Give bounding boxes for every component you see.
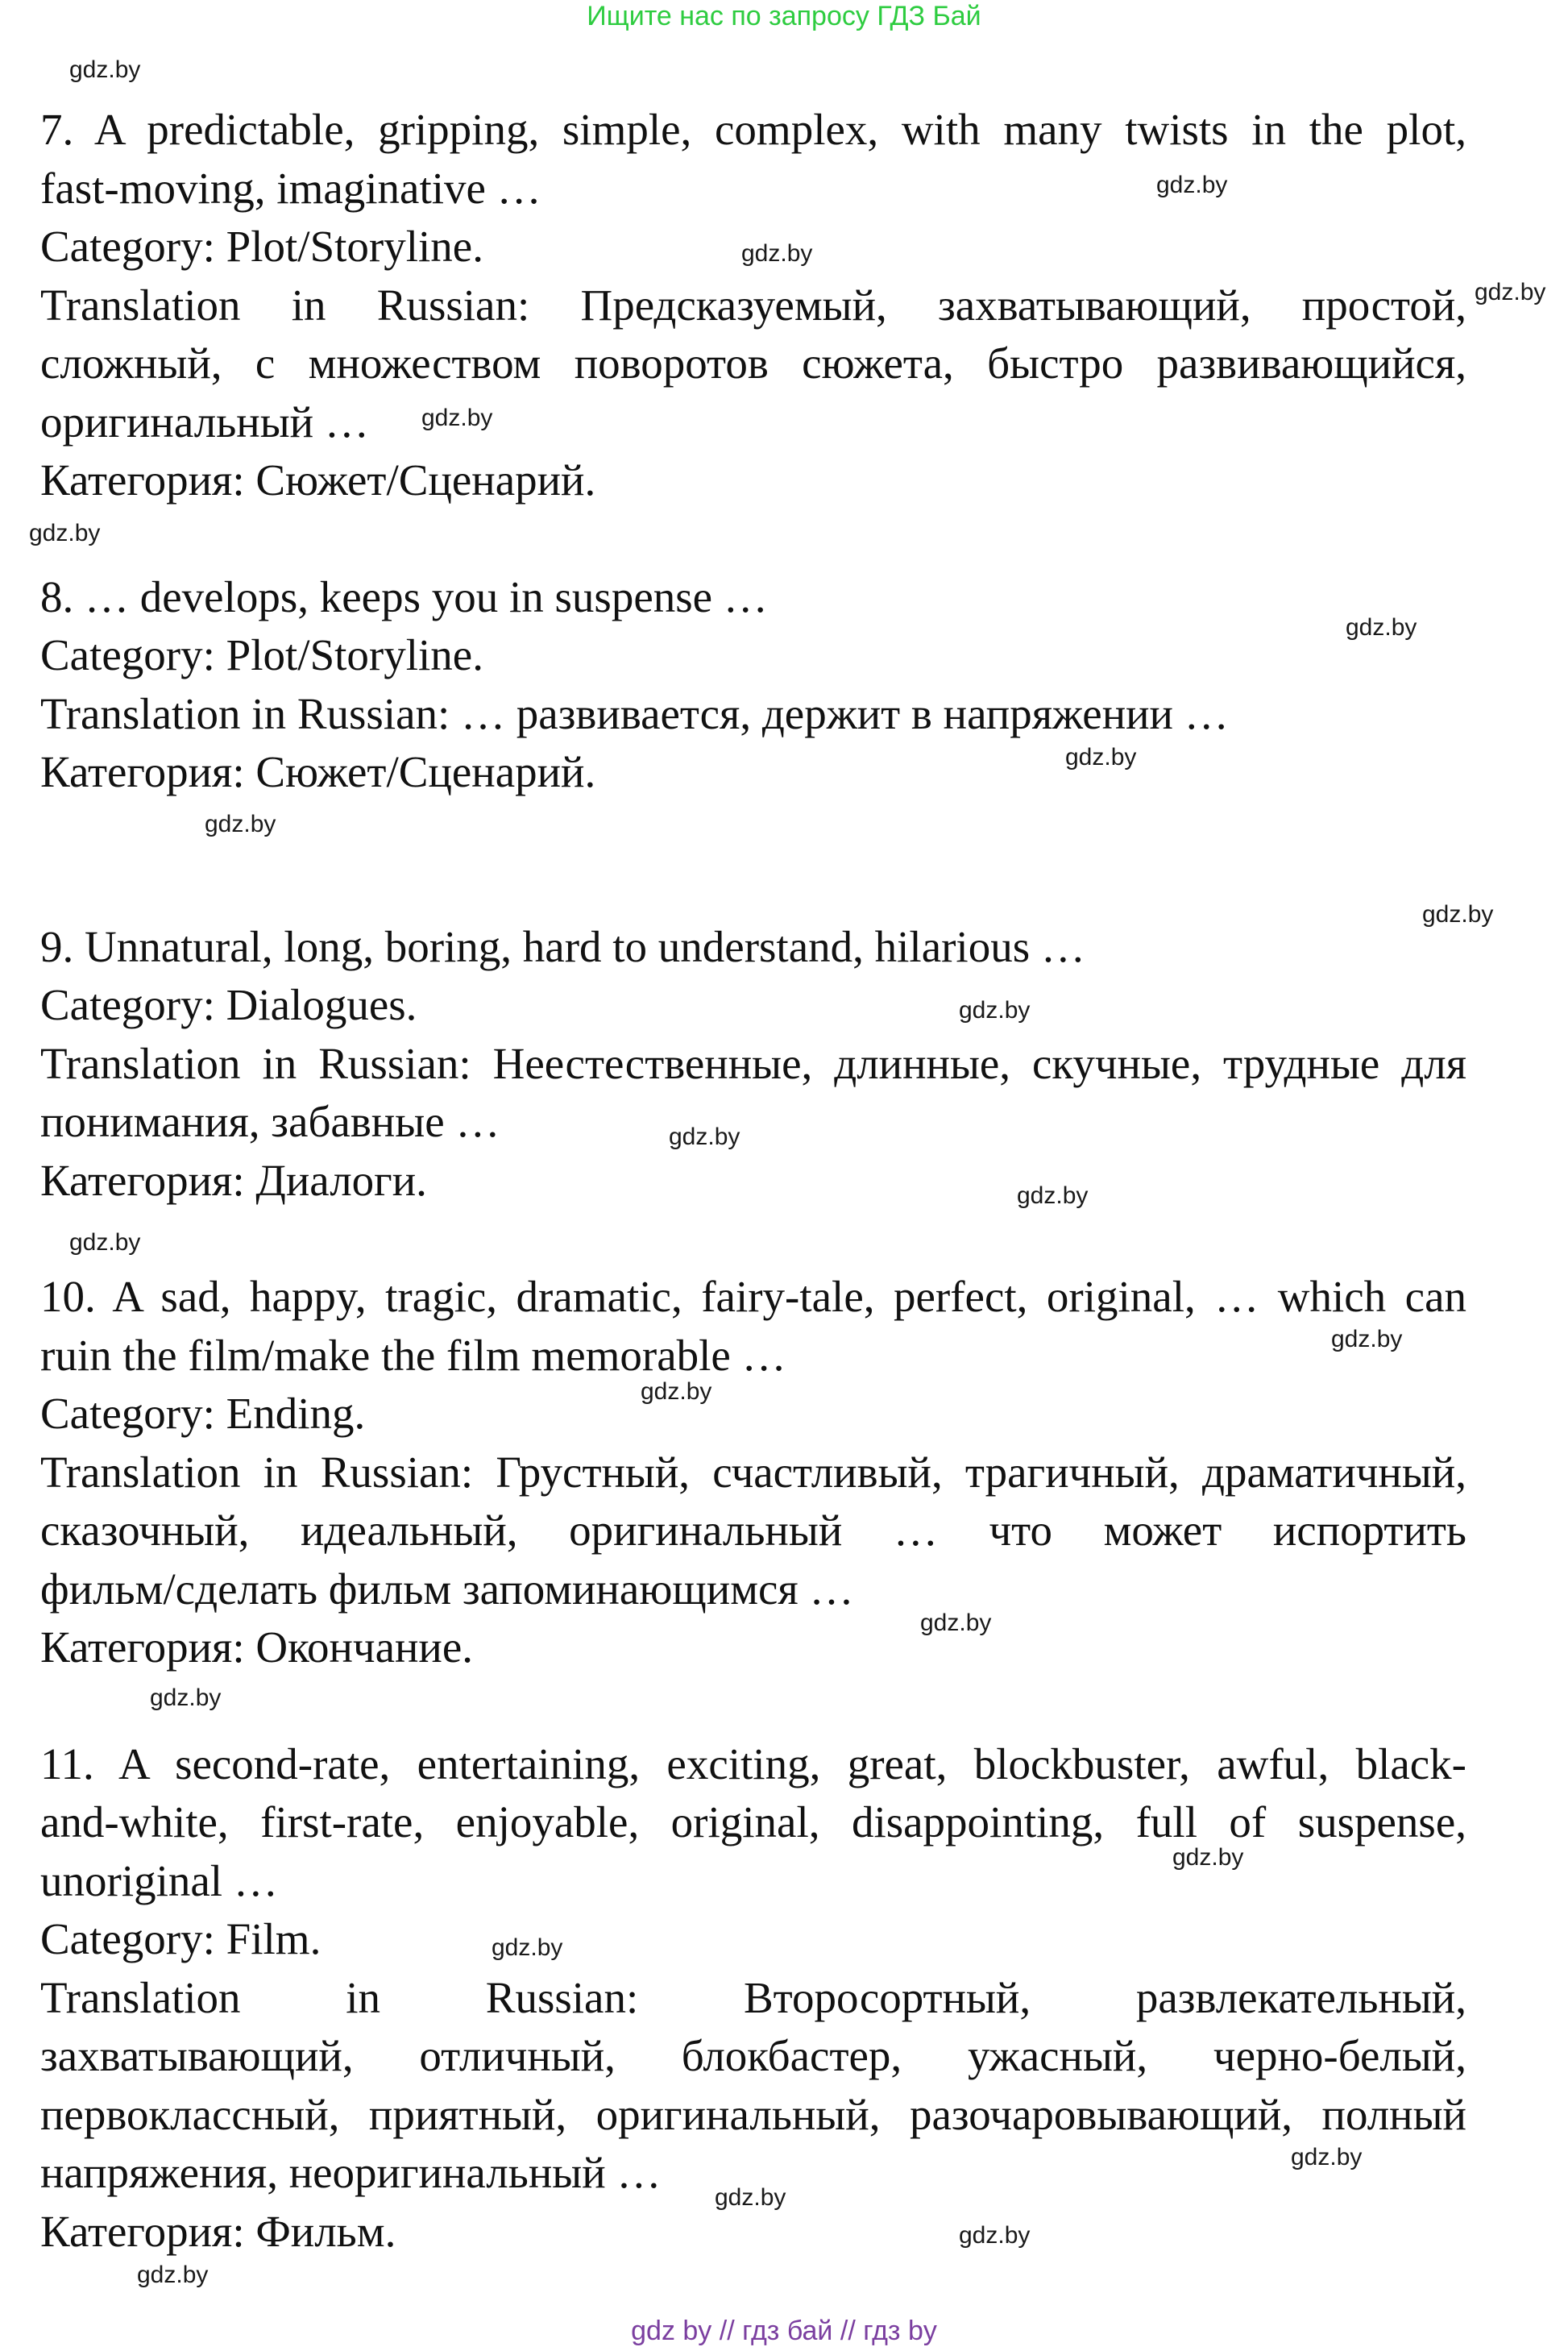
- entry-category: Category: Ending.: [40, 1389, 366, 1438]
- entry-line: напряжения, неоригинальный …: [40, 2148, 662, 2197]
- entry-11: [40, 1735, 1466, 2262]
- entry-line: оригинальный …: [40, 397, 369, 447]
- entry-line: unoriginal …: [40, 1855, 278, 1905]
- entry-category-ru: Категория: Диалоги.: [40, 1155, 427, 1205]
- watermark: gdz.by: [29, 520, 101, 546]
- watermark: gdz.by: [1017, 1182, 1089, 1209]
- document-body: [40, 101, 1466, 2261]
- watermark: gdz.by: [920, 1610, 992, 1636]
- entry-line: 10. A sad, happy, tragic, dramatic, fairy-tale, perfect, original, … which can: [40, 1272, 1466, 1321]
- watermark: gdz.by: [1291, 2144, 1363, 2170]
- entry-9: [40, 918, 1466, 1211]
- entry-category: Category: Plot/Storyline.: [40, 630, 483, 679]
- entry-line: ruin the film/make the film memorable …: [40, 1330, 786, 1380]
- entry-line: 7. A predictable, gripping, simple, complex, with many twists in the plot,: [40, 105, 1466, 154]
- watermark: gdz.by: [421, 405, 493, 431]
- watermark: gdz.by: [69, 56, 141, 83]
- bottom-banner: gdz by // гдз бай // гдз by: [631, 2316, 937, 2346]
- entry-line: 9. Unnatural, long, boring, hard to understand, hilarious …: [40, 921, 1085, 971]
- top-banner: Ищите нас по запросу ГДЗ Бай: [587, 1, 981, 31]
- watermark: gdz.by: [959, 997, 1031, 1024]
- watermark: gdz.by: [205, 811, 276, 837]
- entry-line: fast-moving, imaginative …: [40, 163, 541, 213]
- entry-7: [40, 101, 1466, 510]
- watermark: gdz.by: [1475, 279, 1546, 305]
- entry-line: понимания, забавные …: [40, 1097, 500, 1146]
- watermark: gdz.by: [1422, 901, 1494, 928]
- watermark: gdz.by: [741, 240, 813, 267]
- entry-category: Category: Plot/Storyline.: [40, 222, 483, 271]
- watermark: gdz.by: [150, 1684, 222, 1711]
- watermark: gdz.by: [1346, 614, 1417, 641]
- watermark: gdz.by: [1065, 744, 1137, 771]
- entry-translation: Translation in Russian: Предсказуемый, захватывающий, простой,: [40, 280, 1466, 330]
- entry-category: Category: Film.: [40, 1914, 321, 1963]
- entry-line: 8. … develops, keeps you in suspense …: [40, 571, 768, 621]
- entry-translation: Translation in Russian: Неестественные, длинные, скучные, трудные для: [40, 1038, 1466, 1088]
- entry-10: [40, 1268, 1466, 1677]
- entry-category: Category: Dialogues.: [40, 980, 417, 1029]
- entry-translation: Translation in Russian: … развивается, держит в напряжении …: [40, 688, 1229, 738]
- watermark: gdz.by: [69, 1229, 141, 1256]
- watermark: gdz.by: [959, 2222, 1031, 2249]
- entry-translation: Translation in Russian: Второсортный, развлекательный,: [40, 1972, 1466, 2022]
- entry-line: фильм/сделать фильм запоминающимся …: [40, 1564, 854, 1614]
- watermark: gdz.by: [641, 1378, 712, 1405]
- watermark: gdz.by: [669, 1124, 740, 1150]
- entry-category-ru: Категория: Сюжет/Сценарий.: [40, 455, 596, 505]
- entry-line: захватывающий, отличный, блокбастер, ужасный, черно-белый,: [40, 2031, 1466, 2080]
- entry-line: 11. A second-rate, entertaining, exciting, great, blockbuster, awful, black-: [40, 1738, 1466, 1788]
- watermark: gdz.by: [137, 2262, 209, 2288]
- entry-category-ru: Категория: Фильм.: [40, 2206, 396, 2256]
- watermark: gdz.by: [492, 1934, 563, 1961]
- entry-8: [40, 568, 1466, 802]
- watermark: gdz.by: [1172, 1844, 1244, 1871]
- watermark: gdz.by: [1156, 172, 1228, 198]
- entry-translation: Translation in Russian: Грустный, счастливый, трагичный, драматичный,: [40, 1447, 1466, 1497]
- entry-line: первоклассный, приятный, оригинальный, разочаровывающий, полный: [40, 2089, 1466, 2139]
- watermark: gdz.by: [1331, 1326, 1403, 1352]
- entry-line: сказочный, идеальный, оригинальный … что может испортить: [40, 1506, 1466, 1555]
- watermark: gdz.by: [715, 2184, 786, 2211]
- entry-category-ru: Категория: Сюжет/Сценарий.: [40, 747, 596, 796]
- entry-line: and-white, first-rate, enjoyable, original, disappointing, full of suspense,: [40, 1797, 1466, 1846]
- entry-category-ru: Категория: Окончание.: [40, 1622, 474, 1672]
- entry-line: сложный, с множеством поворотов сюжета, быстро развивающийся,: [40, 339, 1466, 388]
